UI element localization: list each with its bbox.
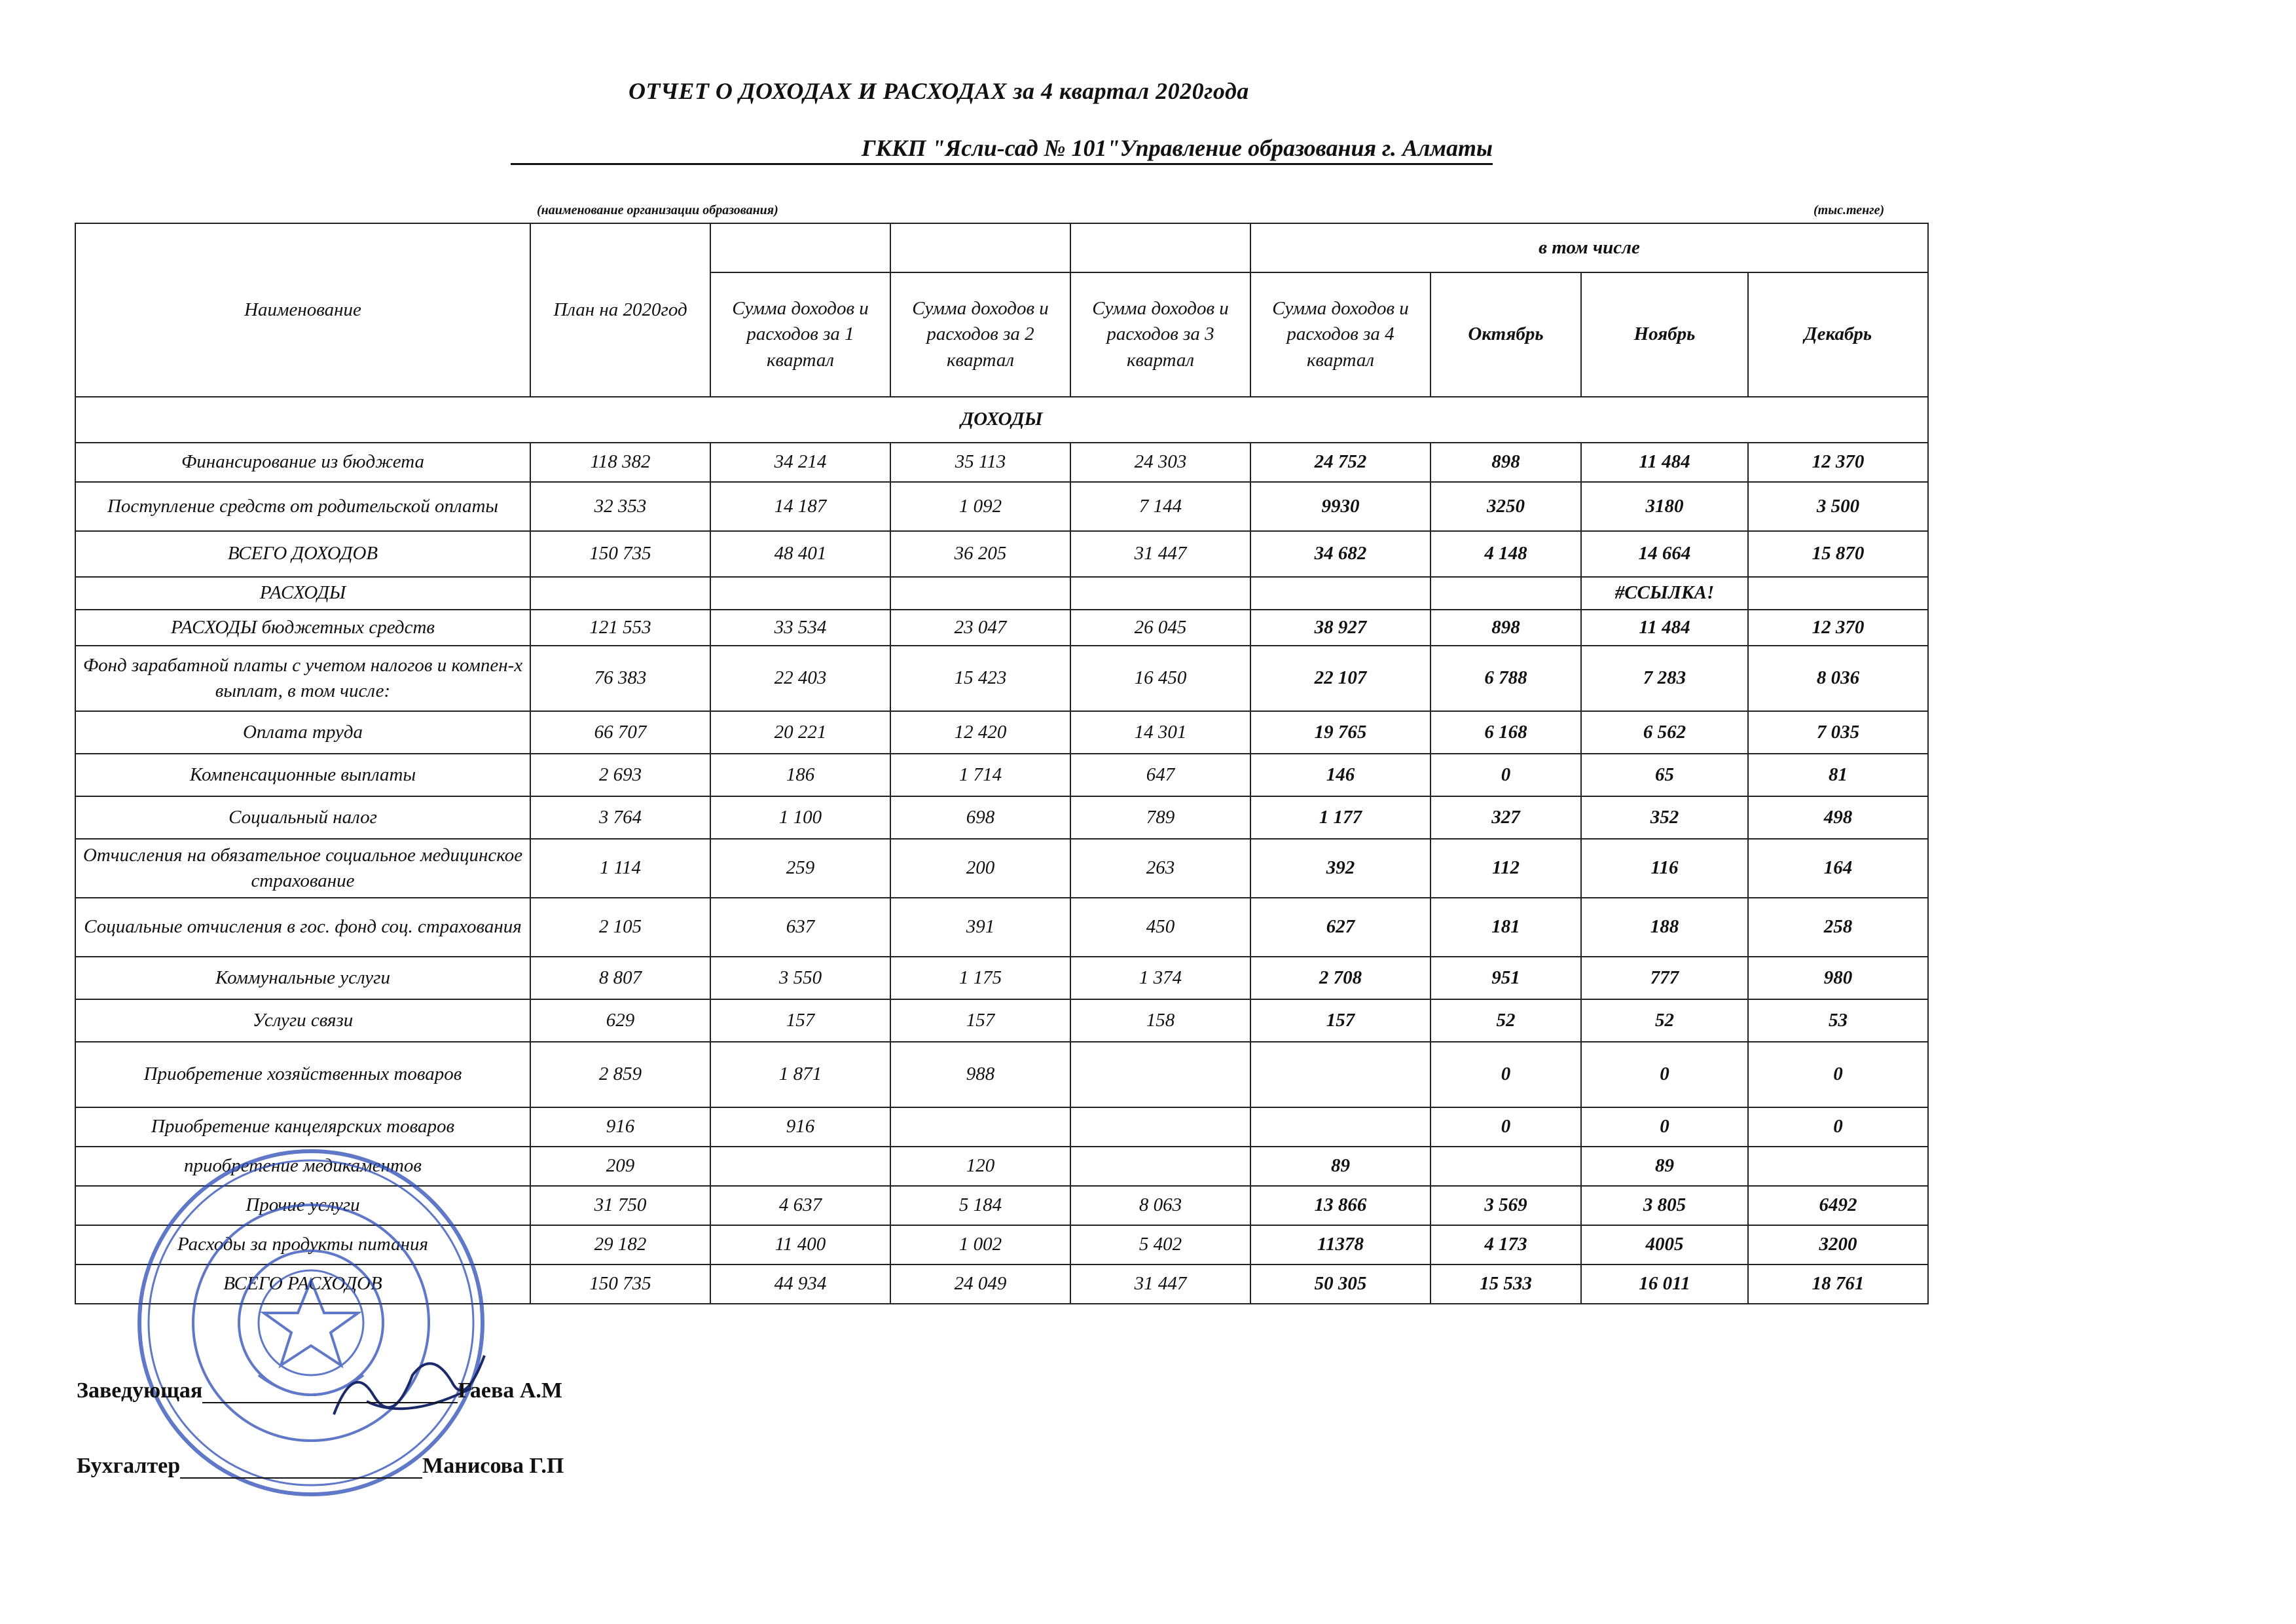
cell-dec: 0: [1748, 1042, 1928, 1107]
cell-plan: 150 735: [530, 531, 710, 577]
row-label: Коммунальные услуги: [75, 957, 530, 999]
cell-q1: 33 534: [710, 610, 890, 646]
cell-q1: 3 550: [710, 957, 890, 999]
table-row: [75, 610, 1928, 646]
cell-nov: 4005: [1581, 1225, 1748, 1264]
cell-oct: 327: [1430, 796, 1581, 839]
cell-dec: 258: [1748, 898, 1928, 957]
row-label: Отчисления на обязательное социальное медицинское страхование: [75, 839, 530, 898]
row-label: Социальные отчисления в гос. фонд соц. страхования: [75, 898, 530, 957]
table-row: [75, 1225, 1928, 1264]
cell-oct: 3 569: [1430, 1186, 1581, 1225]
head-signature-line: [77, 1378, 562, 1403]
cell-plan: 76 383: [530, 646, 710, 711]
table-row: [75, 1264, 1928, 1304]
cell-nov: 7 283: [1581, 646, 1748, 711]
row-label: ВСЕГО ДОХОДОВ: [75, 531, 530, 577]
cell-nov: 16 011: [1581, 1264, 1748, 1304]
cell-q3: 5 402: [1070, 1225, 1250, 1264]
table-row: [75, 839, 1928, 898]
cell-q4: 146: [1250, 754, 1430, 796]
cell-dec: [1748, 577, 1928, 610]
unit-note: (тыс.тенге): [1813, 203, 1885, 217]
row-label: Прочие услуги: [75, 1186, 530, 1225]
cell-q2: 23 047: [890, 610, 1070, 646]
cell-oct: 15 533: [1430, 1264, 1581, 1304]
cell-nov: 52: [1581, 999, 1748, 1042]
cell-plan: 66 707: [530, 711, 710, 754]
cell-q2: 24 049: [890, 1264, 1070, 1304]
cell-dec: 3 500: [1748, 482, 1928, 531]
cell-q1: 157: [710, 999, 890, 1042]
cell-q2: 1 092: [890, 482, 1070, 531]
cell-nov: 3 805: [1581, 1186, 1748, 1225]
cell-q3: 789: [1070, 796, 1250, 839]
cell-q2: 157: [890, 999, 1070, 1042]
cell-q2: 1 175: [890, 957, 1070, 999]
head-name: Гаева А.М: [458, 1378, 562, 1403]
table-row: [75, 711, 1928, 754]
table-row: [75, 957, 1928, 999]
header-oct: Октябрь: [1430, 272, 1581, 397]
cell-q3: 31 447: [1070, 1264, 1250, 1304]
cell-dec: 7 035: [1748, 711, 1928, 754]
cell-q4: [1250, 1107, 1430, 1147]
cell-q1: 1 100: [710, 796, 890, 839]
cell-nov: 777: [1581, 957, 1748, 999]
cell-plan: 29 182: [530, 1225, 710, 1264]
cell-nov: 3180: [1581, 482, 1748, 531]
cell-q2: [890, 1107, 1070, 1147]
cell-q2: 15 423: [890, 646, 1070, 711]
table-row: [75, 898, 1928, 957]
cell-nov: 6 562: [1581, 711, 1748, 754]
cell-oct: 4 173: [1430, 1225, 1581, 1264]
table-row: [75, 796, 1928, 839]
cell-q2: 1 002: [890, 1225, 1070, 1264]
cell-plan: [530, 577, 710, 610]
cell-plan: 150 735: [530, 1264, 710, 1304]
cell-dec: [1748, 1147, 1928, 1186]
cell-oct: 898: [1430, 610, 1581, 646]
header-plan: План на 2020год: [530, 223, 710, 397]
header-name: Наименование: [75, 223, 530, 397]
cell-q4: 89: [1250, 1147, 1430, 1186]
cell-dec: 15 870: [1748, 531, 1928, 577]
cell-q2: 5 184: [890, 1186, 1070, 1225]
cell-q1: [710, 577, 890, 610]
cell-dec: 12 370: [1748, 610, 1928, 646]
cell-nov: 11 484: [1581, 610, 1748, 646]
cell-oct: 6 788: [1430, 646, 1581, 711]
head-label: Заведующая: [77, 1378, 203, 1403]
cell-nov: 352: [1581, 796, 1748, 839]
accountant-label: Бухгалтер: [77, 1454, 181, 1478]
cell-q3: [1070, 1107, 1250, 1147]
cell-q4: 1 177: [1250, 796, 1430, 839]
row-label: Социальный налог: [75, 796, 530, 839]
cell-q3: 16 450: [1070, 646, 1250, 711]
cell-oct: 52: [1430, 999, 1581, 1042]
cell-q2: 200: [890, 839, 1070, 898]
cell-q4: 38 927: [1250, 610, 1430, 646]
row-label: приобретение медикаментов: [75, 1147, 530, 1186]
accountant-name: Манисова Г.П: [422, 1454, 564, 1478]
table-row: [75, 999, 1928, 1042]
cell-plan: 2 105: [530, 898, 710, 957]
cell-plan: 916: [530, 1107, 710, 1147]
cell-q4: 2 708: [1250, 957, 1430, 999]
cell-q2: 698: [890, 796, 1070, 839]
header-blank-1: [710, 223, 890, 272]
cell-q1: 34 214: [710, 443, 890, 482]
cell-dec: 0: [1748, 1107, 1928, 1147]
cell-dec: 8 036: [1748, 646, 1928, 711]
row-label: Приобретение канцелярских товаров: [75, 1107, 530, 1147]
row-label: РАСХОДЫ бюджетных средств: [75, 610, 530, 646]
cell-q3: [1070, 1147, 1250, 1186]
cell-q4: 19 765: [1250, 711, 1430, 754]
row-label: Расходы за продукты питания: [75, 1225, 530, 1264]
report-title: ОТЧЕТ О ДОХОДАХ И РАСХОДАХ за 4 квартал 2020года: [629, 78, 1249, 104]
cell-nov: 116: [1581, 839, 1748, 898]
header-blank-3: [1070, 223, 1250, 272]
cell-nov: 14 664: [1581, 531, 1748, 577]
cell-nov: 89: [1581, 1147, 1748, 1186]
cell-q2: 35 113: [890, 443, 1070, 482]
cell-nov: 0: [1581, 1042, 1748, 1107]
header-q2: Сумма доходов и расходов за 2 квартал: [890, 272, 1070, 397]
cell-plan: 1 114: [530, 839, 710, 898]
accountant-sign-blank: [180, 1477, 422, 1479]
cell-plan: 32 353: [530, 482, 710, 531]
cell-q3: 24 303: [1070, 443, 1250, 482]
cell-q1: 259: [710, 839, 890, 898]
table-row: [75, 1147, 1928, 1186]
cell-dec: 81: [1748, 754, 1928, 796]
cell-dec: 18 761: [1748, 1264, 1928, 1304]
header-including: в том числе: [1250, 223, 1928, 272]
table-row: [75, 754, 1928, 796]
cell-oct: 181: [1430, 898, 1581, 957]
cell-q4: 13 866: [1250, 1186, 1430, 1225]
cell-q3: 450: [1070, 898, 1250, 957]
cell-plan: 209: [530, 1147, 710, 1186]
cell-q2: 1 714: [890, 754, 1070, 796]
cell-q1: 916: [710, 1107, 890, 1147]
cell-q1: 44 934: [710, 1264, 890, 1304]
cell-q4: [1250, 1042, 1430, 1107]
cell-oct: 3250: [1430, 482, 1581, 531]
cell-q4: 392: [1250, 839, 1430, 898]
cell-plan: 121 553: [530, 610, 710, 646]
cell-nov: 0: [1581, 1107, 1748, 1147]
row-label: Приобретение хозяйственных товаров: [75, 1042, 530, 1107]
cell-dec: 12 370: [1748, 443, 1928, 482]
cell-q1: 4 637: [710, 1186, 890, 1225]
row-label: РАСХОДЫ: [75, 577, 530, 610]
header-q4: Сумма доходов и расходов за 4 квартал: [1250, 272, 1430, 397]
header-q3: Сумма доходов и расходов за 3 квартал: [1070, 272, 1250, 397]
cell-q3: 14 301: [1070, 711, 1250, 754]
row-label: ВСЕГО РАСХОДОВ: [75, 1264, 530, 1304]
report-table: [75, 223, 1929, 1304]
cell-nov: #ССЫЛКА!: [1581, 577, 1748, 610]
table-row: [75, 482, 1928, 531]
cell-oct: 898: [1430, 443, 1581, 482]
cell-q2: 36 205: [890, 531, 1070, 577]
cell-q3: [1070, 577, 1250, 610]
cell-dec: 6492: [1748, 1186, 1928, 1225]
table-row: [75, 646, 1928, 711]
cell-oct: 4 148: [1430, 531, 1581, 577]
cell-q3: [1070, 1042, 1250, 1107]
cell-q2: [890, 577, 1070, 610]
cell-q1: 637: [710, 898, 890, 957]
row-label: Оплата труда: [75, 711, 530, 754]
cell-q3: 26 045: [1070, 610, 1250, 646]
organization-note: (наименование организации образования): [537, 203, 778, 217]
cell-plan: 2 859: [530, 1042, 710, 1107]
cell-oct: 951: [1430, 957, 1581, 999]
header-q1: Сумма доходов и расходов за 1 квартал: [710, 272, 890, 397]
organization-name: ГККП "Ясли-сад № 101"Управление образования г. Алматы: [511, 134, 1493, 165]
cell-q3: 1 374: [1070, 957, 1250, 999]
cell-oct: 112: [1430, 839, 1581, 898]
cell-q3: 31 447: [1070, 531, 1250, 577]
cell-dec: 3200: [1748, 1225, 1928, 1264]
cell-nov: 65: [1581, 754, 1748, 796]
cell-q4: 157: [1250, 999, 1430, 1042]
cell-q2: 12 420: [890, 711, 1070, 754]
cell-q2: 391: [890, 898, 1070, 957]
cell-q3: 158: [1070, 999, 1250, 1042]
section-income: ДОХОДЫ: [75, 397, 1928, 443]
cell-oct: [1430, 577, 1581, 610]
row-label: Поступление средств от родительской оплаты: [75, 482, 530, 531]
cell-q1: 14 187: [710, 482, 890, 531]
cell-q4: [1250, 577, 1430, 610]
cell-q4: 24 752: [1250, 443, 1430, 482]
cell-q4: 9930: [1250, 482, 1430, 531]
row-label: Услуги связи: [75, 999, 530, 1042]
accountant-signature-line: [77, 1454, 564, 1479]
row-label: Финансирование из бюджета: [75, 443, 530, 482]
header-blank-2: [890, 223, 1070, 272]
cell-plan: 8 807: [530, 957, 710, 999]
cell-oct: 0: [1430, 754, 1581, 796]
table-row: [75, 531, 1928, 577]
cell-q4: 627: [1250, 898, 1430, 957]
cell-q4: 11378: [1250, 1225, 1430, 1264]
cell-q1: 1 871: [710, 1042, 890, 1107]
table-row: [75, 1186, 1928, 1225]
cell-dec: 164: [1748, 839, 1928, 898]
cell-q3: 8 063: [1070, 1186, 1250, 1225]
cell-q3: 7 144: [1070, 482, 1250, 531]
header-nov: Ноябрь: [1581, 272, 1748, 397]
cell-q4: 34 682: [1250, 531, 1430, 577]
cell-q1: 186: [710, 754, 890, 796]
table-row: [75, 577, 1928, 610]
table-row: [75, 443, 1928, 482]
cell-dec: 980: [1748, 957, 1928, 999]
cell-plan: 118 382: [530, 443, 710, 482]
cell-q1: 48 401: [710, 531, 890, 577]
cell-dec: 53: [1748, 999, 1928, 1042]
cell-plan: 31 750: [530, 1186, 710, 1225]
cell-q3: 647: [1070, 754, 1250, 796]
cell-q4: 22 107: [1250, 646, 1430, 711]
cell-plan: 2 693: [530, 754, 710, 796]
header-dec: Декабрь: [1748, 272, 1928, 397]
cell-oct: 0: [1430, 1042, 1581, 1107]
cell-nov: 11 484: [1581, 443, 1748, 482]
cell-dec: 498: [1748, 796, 1928, 839]
row-label: Компенсационные выплаты: [75, 754, 530, 796]
cell-q2: 120: [890, 1147, 1070, 1186]
cell-q4: 50 305: [1250, 1264, 1430, 1304]
cell-q1: 11 400: [710, 1225, 890, 1264]
cell-plan: 629: [530, 999, 710, 1042]
cell-q3: 263: [1070, 839, 1250, 898]
row-label: Фонд зарабатной платы с учетом налогов и компен-х выплат, в том числе:: [75, 646, 530, 711]
cell-q1: 20 221: [710, 711, 890, 754]
cell-nov: 188: [1581, 898, 1748, 957]
cell-oct: 6 168: [1430, 711, 1581, 754]
cell-oct: 0: [1430, 1107, 1581, 1147]
cell-plan: 3 764: [530, 796, 710, 839]
head-sign-blank: [202, 1402, 458, 1403]
cell-q1: 22 403: [710, 646, 890, 711]
cell-q1: [710, 1147, 890, 1186]
cell-oct: [1430, 1147, 1581, 1186]
cell-q2: 988: [890, 1042, 1070, 1107]
table-row: [75, 1042, 1928, 1107]
table-row: [75, 1107, 1928, 1147]
